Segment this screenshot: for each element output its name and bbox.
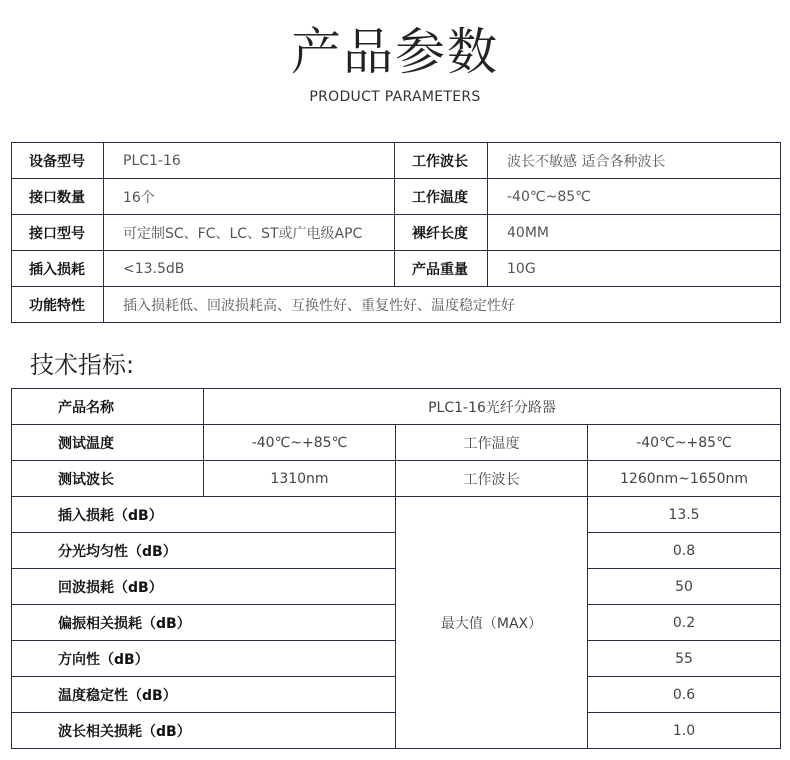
param-label: 工作波长 (395, 143, 488, 179)
table-row (12, 143, 781, 179)
spec-value: -40℃~+85℃ (204, 425, 396, 461)
param-label: 裸纤长度 (395, 215, 488, 251)
spec-value: 1260nm~1650nm (588, 461, 781, 497)
param-value: 波长不敏感 适合各种波长 (488, 143, 781, 179)
param-value: -40℃~85℃ (488, 179, 781, 215)
spec-label: 分光均匀性（dB） (12, 533, 204, 569)
table-row (12, 287, 781, 323)
spec-value: 50 (588, 569, 781, 605)
table-row (12, 215, 781, 251)
spec-label: 波长相关损耗（dB） (12, 713, 204, 749)
spec-value: 0.8 (588, 533, 781, 569)
max-value-label: 最大值（MAX） (396, 497, 588, 749)
page-title: 产品参数 (291, 23, 499, 81)
param-value: PLC1-16 (104, 143, 395, 179)
spec-value: 1.0 (588, 713, 781, 749)
spec-value: 55 (588, 641, 781, 677)
product-parameters-table (11, 142, 781, 323)
table-row (12, 389, 781, 425)
param-label: 接口数量 (12, 179, 104, 215)
technical-spec-table (11, 388, 781, 749)
param-value: 10G (488, 251, 781, 287)
spec-section-title: 技术指标: (30, 351, 135, 379)
spec-label: 插入损耗（dB） (12, 497, 204, 533)
spec-value: 13.5 (588, 497, 781, 533)
table-row (12, 251, 781, 287)
param-value: 40MM (488, 215, 781, 251)
spec-label: 测试波长 (12, 461, 204, 497)
table-row (12, 461, 781, 497)
table-row (12, 425, 781, 461)
param-label: 插入损耗 (12, 251, 104, 287)
spec-label: 产品名称 (12, 389, 204, 425)
spec-label: 回波损耗（dB） (12, 569, 204, 605)
spec-value: -40℃~+85℃ (588, 425, 781, 461)
spec-label: 方向性（dB） (12, 641, 204, 677)
param-value: 可定制SC、FC、LC、ST或广电级APC (104, 215, 395, 251)
table-row (12, 497, 781, 533)
page-subtitle: PRODUCT PARAMETERS (309, 89, 481, 105)
param-label: 接口型号 (12, 215, 104, 251)
spec-value: 0.2 (588, 605, 781, 641)
spec-label: 偏振相关损耗（dB） (12, 605, 204, 641)
spec-label: 温度稳定性（dB） (12, 677, 204, 713)
spec-value: 1310nm (204, 461, 396, 497)
table-row (12, 179, 781, 215)
spec-value: 0.6 (588, 677, 781, 713)
spec-label: 工作波长 (396, 461, 588, 497)
param-value: 插入损耗低、回波损耗高、互换性好、重复性好、温度稳定性好 (104, 287, 781, 323)
param-label: 设备型号 (12, 143, 104, 179)
param-label: 产品重量 (395, 251, 488, 287)
spec-label: 工作温度 (396, 425, 588, 461)
param-label: 功能特性 (12, 287, 104, 323)
param-value: 16个 (104, 179, 395, 215)
spec-value: PLC1-16光纤分路器 (204, 389, 781, 425)
spec-label: 测试温度 (12, 425, 204, 461)
param-value: <13.5dB (104, 251, 395, 287)
param-label: 工作温度 (395, 179, 488, 215)
